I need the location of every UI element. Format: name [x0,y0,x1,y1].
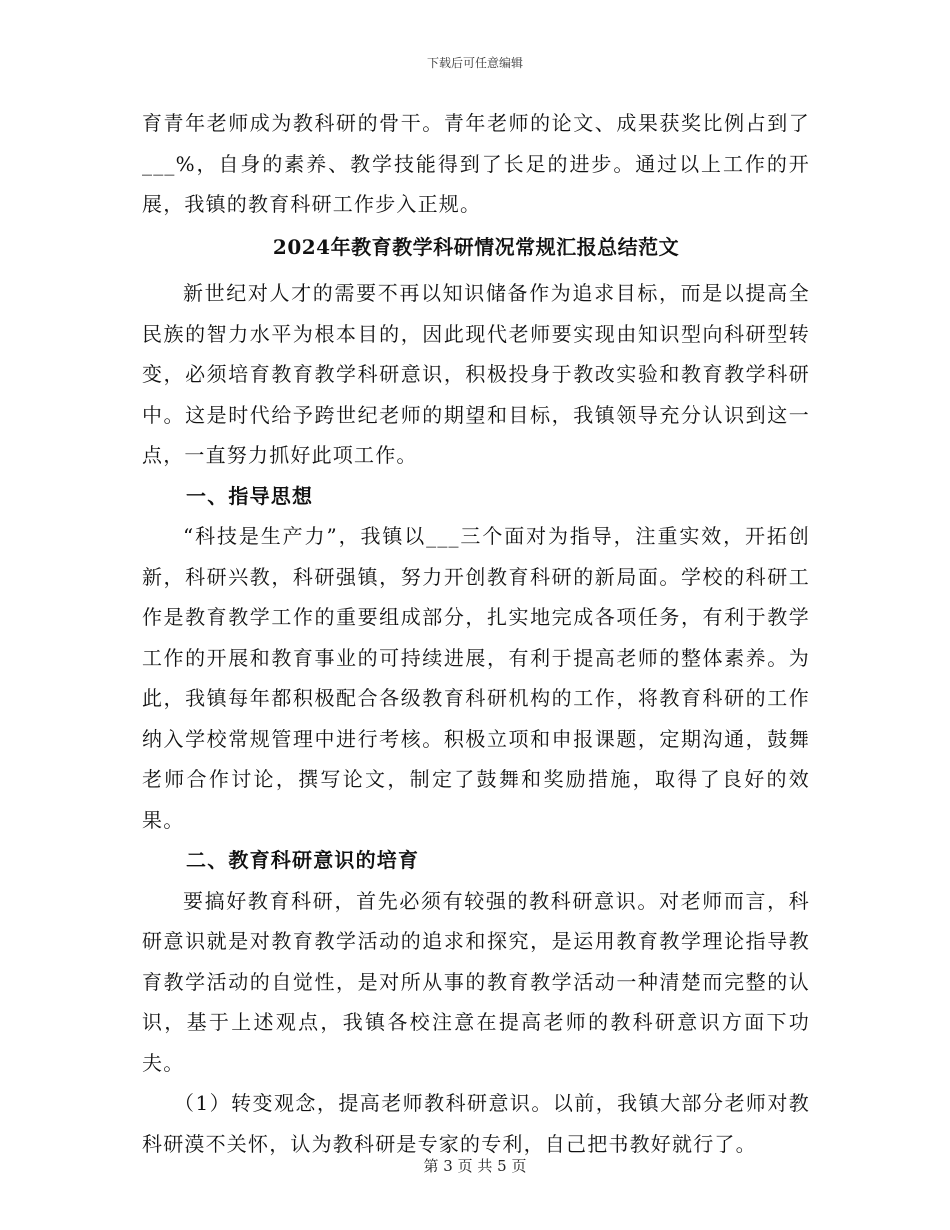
document-title: 2024年教育教学科研情况常规汇报总结范文 [272,234,680,259]
page-number-footer: 第 3 页 共 5 页 [423,1157,527,1175]
continuation-paragraph: 育青年老师成为教科研的骨干。青年老师的论文、成果获奖比例占到了___%，自身的素养、教学技能得到了长足的进步。通过以上工作的开展，我镇的教育科研工作步入正规。 [142,111,810,216]
intro-paragraph: 新世纪对人才的需要不再以知识储备作为追求目标，而是以提高全民族的智力水平为根本目的，因此现代老师要实现由知识型向科研型转变，必须培育教育教学科研意识，积极投身于教改实验和教育教学科研中。这是时代给予跨世纪老师的期望和目标，我镇领导充分认识到这一点，一直努力抓好此项工作。 [142,281,810,467]
page-header-note: 下载后可任意编辑 [426,56,523,70]
list-item-change-concept: （1）转变观念，提高老师教科研意识。以前，我镇大部分老师对教科研漠不关怀，认为教科研是专家的专利，自己把书教好就行了。 [142,1091,810,1156]
document-body [142,103,810,1164]
section-heading-research-awareness: 二、教育科研意识的培育 [186,848,420,872]
section-body-research-awareness: 要搞好教育科研，首先必须有较强的教科研意识。对老师而言，科研意识就是对教育教学活动的追求和探究，是运用教育教学理论指导教育教学活动的自觉性，是对所从事的教育教学活动一种清楚而完整的认识，基于上述观点，我镇各校注意在提高老师的教科研意识方面下功夫。 [142,888,810,1075]
section-body-guiding-thought: “科技是生产力”，我镇以___三个面对为指导，注重实效，开拓创新，科研兴教，科研强镇，努力开创教育科研的新局面。学校的科研工作是教育教学工作的重要组成部分，扎实地完成各项任务，有利于教学工作的开展和教育事业的可持续进展，有利于提高老师的整体素养。为此，我镇每年都积极配合各级教育科研机构的工作，将教育科研的工作纳入学校常规管理中进行考核。积极立项和申报课题，定期沟通，鼓舞老师合作讨论，撰写论文，制定了鼓舞和奖励措施，取得了良好的效果。 [142,524,810,832]
section-heading-guiding-thought: 一、指导思想 [186,483,314,508]
